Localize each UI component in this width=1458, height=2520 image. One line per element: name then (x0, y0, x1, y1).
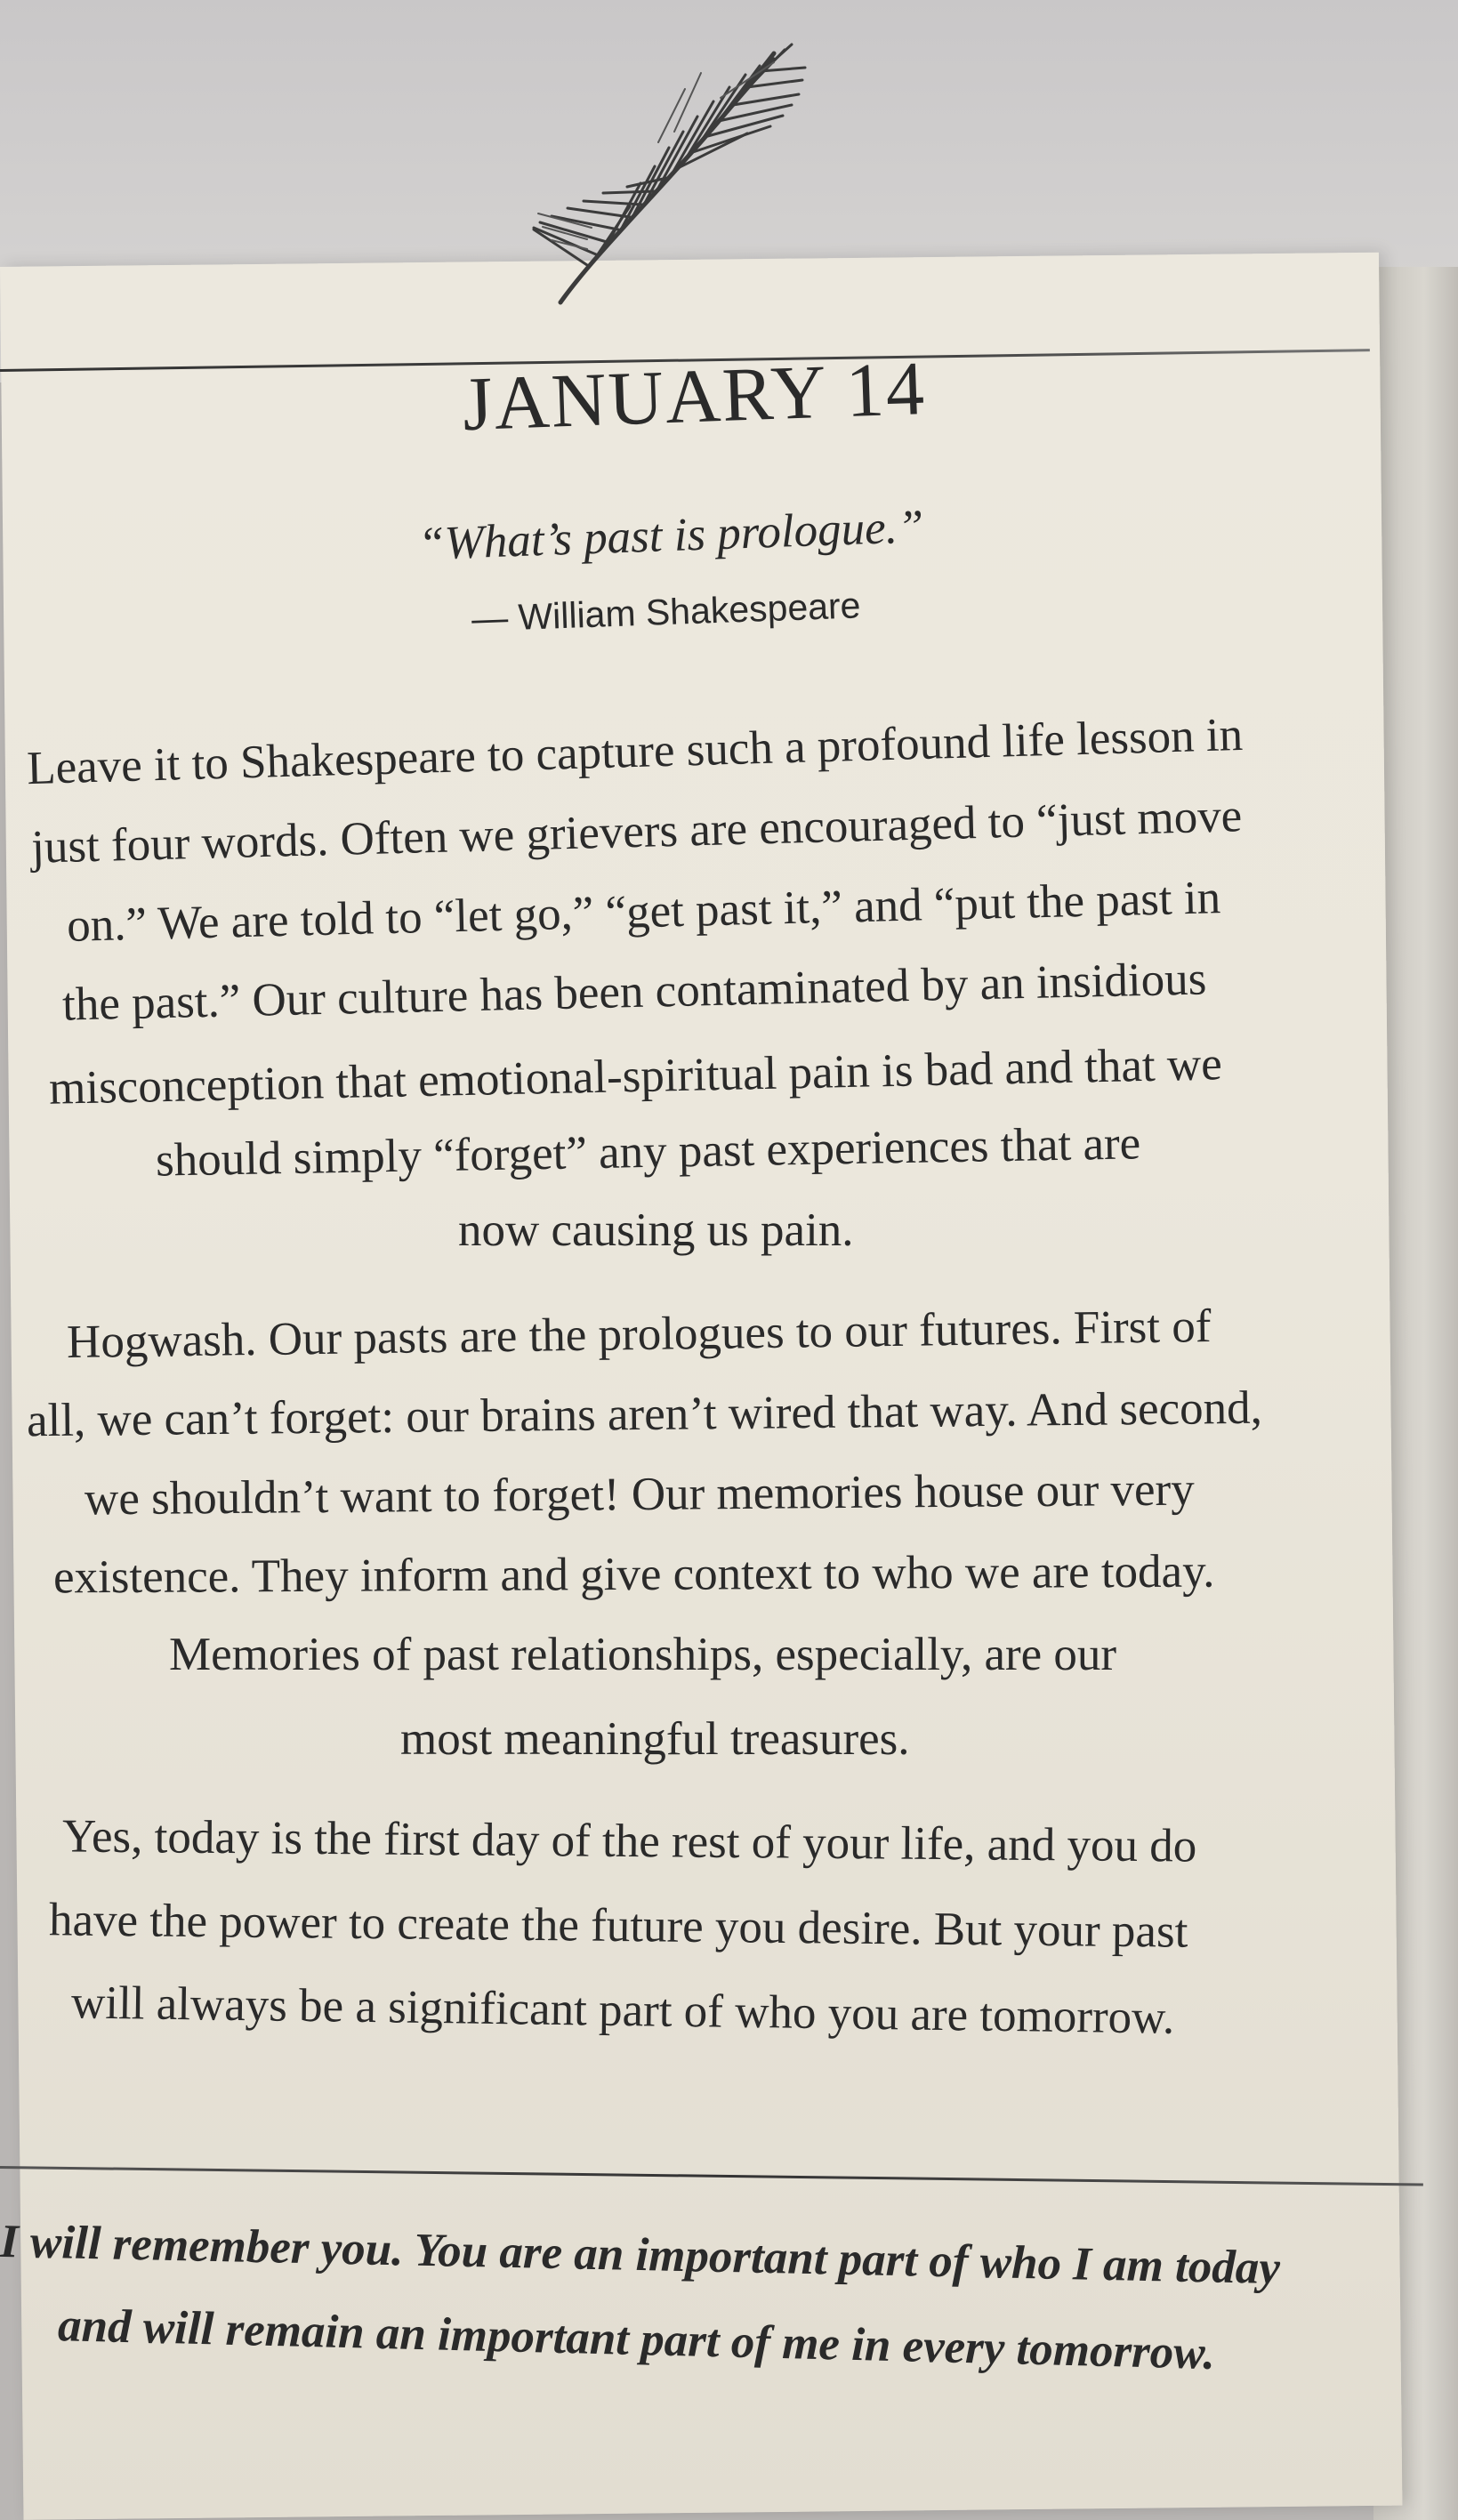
entry-date-heading: JANUARY 14 (461, 344, 928, 447)
paragraph-1-line-5: misconception that emotional-spiritual pain is bad and that we (48, 1038, 1223, 1115)
epigraph-quote: “What’s past is prologue.” (417, 501, 925, 570)
affirmation-line-2: and will remain an important part of me in every tomorrow. (57, 2299, 1216, 2379)
paragraph-2-line-3: we shouldn’t want to forget! Our memories house our very (84, 1463, 1195, 1526)
paragraph-1-line-4: the past.” Our culture has been contaminated by an insidious (61, 953, 1207, 1031)
paragraph-1-line-1: Leave it to Shakespeare to capture such a profound life lesson in (26, 708, 1244, 795)
paragraph-1-line-3: on.” We are told to “let go,” “get past it,” and “put the past in (66, 872, 1221, 952)
paragraph-2-line-5: Memories of past relationships, especially, are our (169, 1629, 1117, 1680)
paragraph-2-line-6: most meaningful treasures. (400, 1713, 910, 1765)
paragraph-3-line-2: have the power to create the future you desire. But your past (48, 1894, 1188, 1958)
epigraph-attribution: — William Shakespeare (471, 584, 862, 640)
paragraph-1-line-7: now causing us pain. (458, 1204, 854, 1256)
paragraph-1-line-2: just four words. Often we grievers are encouraged to “just move (30, 790, 1243, 874)
paragraph-3-line-3: will always be a significant part of who you are tomorrow. (70, 1977, 1175, 2044)
paragraph-2-line-1: Hogwash. Our pasts are the prologues to our futures. First of (66, 1300, 1212, 1368)
paragraph-3-line-1: Yes, today is the first day of the rest of your life, and you do (61, 1810, 1197, 1872)
paragraph-2-line-2: all, we can’t forget: our brains aren’t wired that way. And second, (26, 1381, 1263, 1447)
paragraph-2-line-4: existence. They inform and give context to who we are today. (52, 1545, 1215, 1604)
affirmation-line-1: I will remember you. You are an important part of who I am today (0, 2215, 1281, 2295)
paragraph-1-line-6: should simply “forget” any past experiences that are (155, 1117, 1141, 1187)
